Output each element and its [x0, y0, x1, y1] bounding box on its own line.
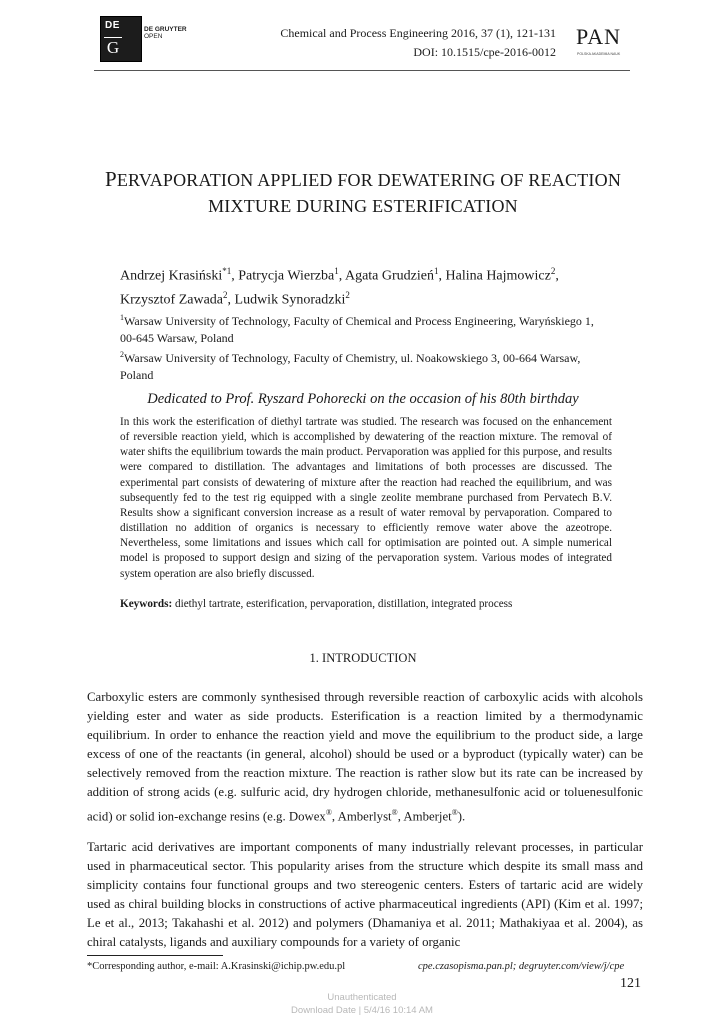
paper-title: PERVAPORATION APPLIED FOR DEWATERING OF REACTION MIXTURE DURING ESTERIFICATION: [104, 167, 622, 216]
journal-websites: cpe.czasopisma.pan.pl; degruyter.com/view/j/cpe: [418, 961, 625, 972]
doi: DOI: 10.1515/cpe-2016-0012: [413, 45, 556, 59]
affiliation-2: $^2$Warsaw University of Technology, Faculty of Chemistry, ul. Noakowskiego 3, 00-664 Warsaw, Poland: [120, 350, 581, 382]
logo-de-text: DE: [105, 20, 120, 31]
pan-logo-subtitle: POLSKA AKADEMIA NAUK: [577, 52, 621, 56]
intro-paragraph-1: Carboxylic esters are commonly synthesised through reversible reaction of carboxylic acids with alcohols yielding ester and water as side products. Esterification is a reaction limited by a thermodynamic equilibrium. In order to enhance the reaction yield and move the equilibrium to the product side, a large excess of one of the reactants (in general, alcohol) should be used or a byproduct (typically water) can be selectively removed from the reaction mixture. The reaction is rather slow but its rate can be increased by addition of strong acids (e.g. sulfuric acid, dry hydrogen chloride, methanesulfonic acid or toluenesulfonic acid) or solid ion-exchange resins (e.g. Dowex®, Amberlyst®, Amberjet®).: [87, 690, 643, 823]
keywords: Keywords: diethyl tartrate, esterification, pervaporation, distillation, integrated process: [120, 598, 513, 610]
publisher-name: DE GRUYTER OPEN: [144, 26, 187, 40]
watermark-unauthenticated: Unauthenticated: [327, 992, 397, 1003]
corresponding-author-footnote: *Corresponding author, e-mail: A.Krasinski@ichip.pw.edu.pl: [87, 961, 346, 972]
publisher-logo: [100, 16, 142, 62]
abstract: In this work the esterification of diethyl tartrate was studied. The research was focused on the enhancement of reversible reaction yield, which is accomplished by dewatering of the reaction mixture. The removal of water shifts the equilibrium towards the main product. Pervaporation was applied for this purpose, and results were compared to distillation. The advantages and limitations of both processes are discussed. The experimental part consists of dewatering of mixture after the reaction had reached the equilibrium, and was subsequently fed to the test rig equipped with a single zeolite membrane purchased from Pervatech B.V. Results show a significant conversion increase as a result of water removal by pervaporation. Compared to distillation no addition of organics is necessary to efficiently remove water above the azeotrope. Nevertheless, some limitations and issues which call for optimisation are pointed out. A simple numerical model is proposed to support design and sizing of the pervaporation system. Various modes of integrated system operation are also briefly discussed.: [120, 416, 612, 580]
pan-logo: PAN: [576, 24, 621, 49]
header-divider: [94, 70, 630, 71]
section-heading: 1. INTRODUCTION: [309, 651, 417, 665]
journal-citation: Chemical and Process Engineering 2016, 37 (1), 121-131: [280, 26, 556, 40]
footnote-divider: [87, 955, 223, 956]
watermark-download-date: Download Date | 5/4/16 10:14 AM: [291, 1005, 433, 1016]
logo-g-text: G: [104, 37, 122, 58]
affiliation-1: $^1$Warsaw University of Technology, Faculty of Chemical and Process Engineering, Waryńskiego 1, 00-645 Warsaw, Poland: [120, 313, 594, 345]
author-list: Andrzej Krasiński$^{*1}$, Patrycja Wierzba$^1$, Agata Grudzień$^1$, Halina Hajmowicz$^2$, Krzysztof Zawada$^2$, Ludwik Synoradzki$^2$: [120, 266, 559, 308]
dedication: Dedicated to Prof. Ryszard Pohorecki on the occasion of his 80th birthday: [147, 391, 579, 407]
intro-paragraph-2: Tartaric acid derivatives are important components of many industrially relevant processes, in particular used in pharmaceutical sector. This popularity arises from the structure which despite its small mass and simplicity contains four functional groups and two stereogenic centers. Esters of tartaric acid are widely used as chiral building blocks in constructions of active pharmaceutical ingredients (API) (Kim et al. 1997; Le et al., 2013; Takahashi et al. 2012) and polymers (Dhamaniya et al. 2011; Mathakiyaa et al. 2004), as chiral catalysts, ligands and auxiliary compounds for a variety of organic: [87, 840, 643, 950]
page-number: 121: [620, 976, 641, 991]
